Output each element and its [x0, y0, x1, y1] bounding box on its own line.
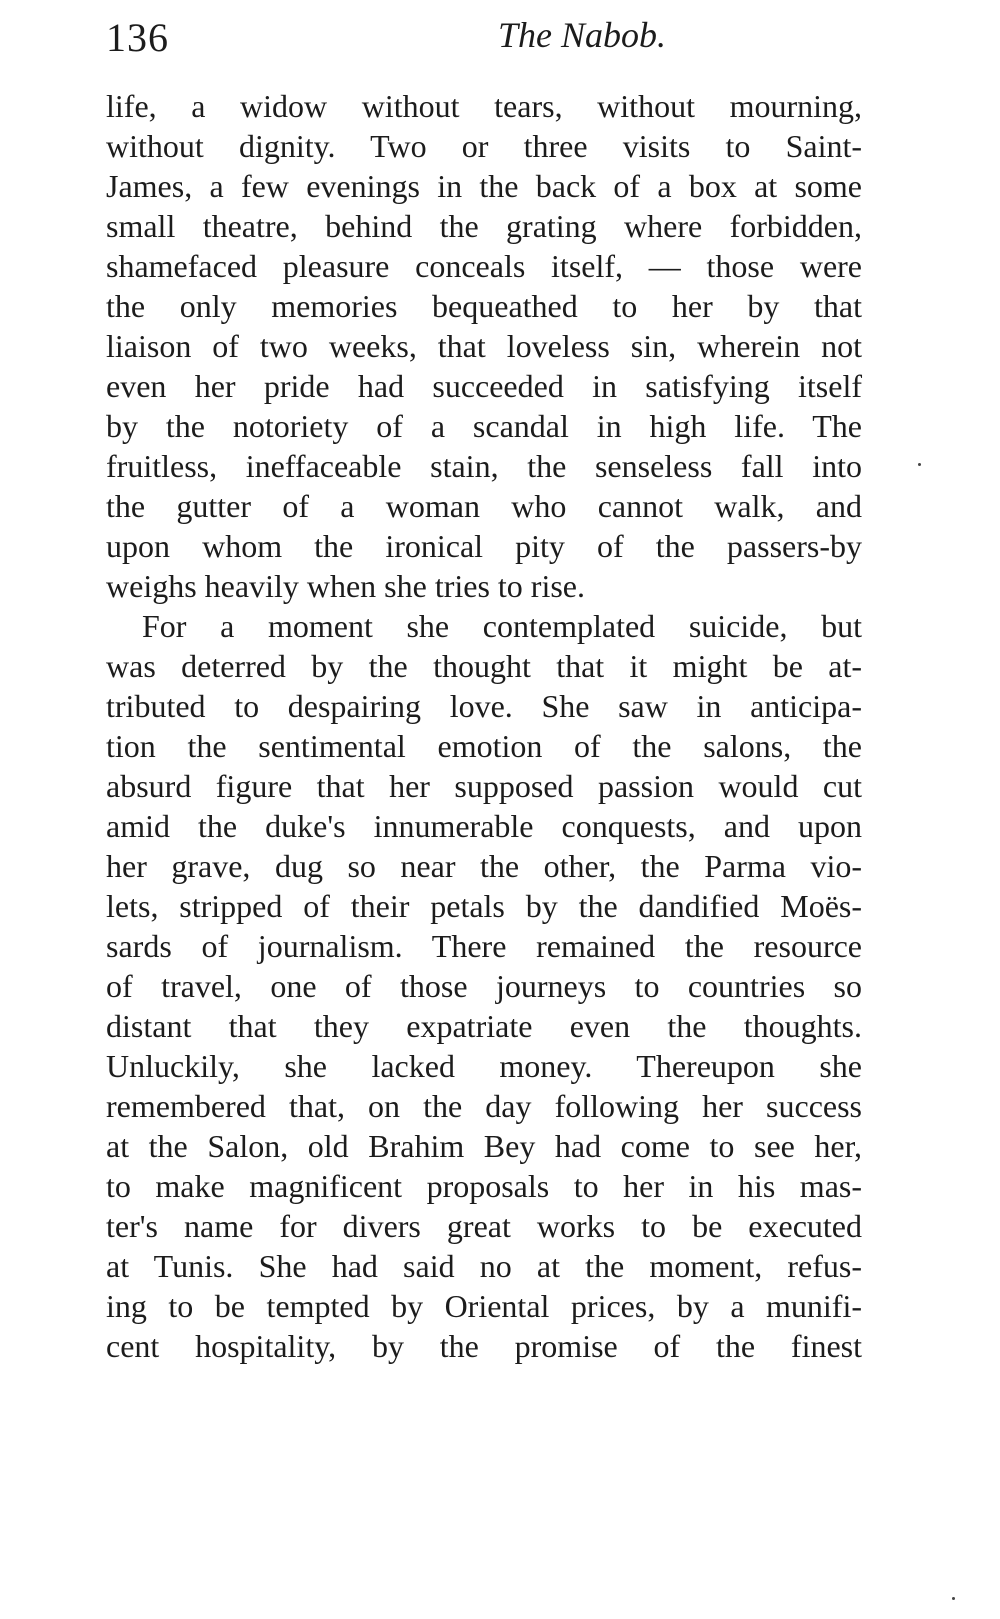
page-number: 136 — [106, 15, 169, 60]
text-line: at Tunis. She had said no at the moment, refus- — [106, 1248, 862, 1284]
text-line: to make magnificent proposals to her in his mas- — [106, 1168, 862, 1204]
text-line: without dignity. Two or three visits to Saint- — [106, 128, 862, 164]
text-line: ter's name for divers great works to be executed — [106, 1208, 862, 1244]
text-line: fruitless, ineffaceable stain, the senseless fall into — [106, 448, 862, 484]
text-line: liaison of two weeks, that loveless sin, wherein not — [106, 328, 862, 364]
text-line: James, a few evenings in the back of a box at some — [106, 168, 862, 204]
text-line: life, a widow without tears, without mourning, — [106, 88, 862, 124]
paragraph-1 — [106, 86, 862, 606]
text-line: Unluckily, she lacked money. Thereupon she — [106, 1048, 862, 1084]
running-title: The Nabob. — [498, 15, 667, 55]
text-line: even her pride had succeeded in satisfying itself — [106, 368, 862, 404]
scan-speck — [918, 463, 921, 466]
text-line: weighs heavily when she tries to rise. — [106, 568, 585, 604]
text-line: her grave, dug so near the other, the Parma vio- — [106, 848, 862, 884]
text-line: was deterred by the thought that it might be at- — [106, 648, 862, 684]
text-line: remembered that, on the day following her success — [106, 1088, 862, 1124]
text-line: the gutter of a woman who cannot walk, and — [106, 488, 862, 524]
text-line: distant that they expatriate even the thoughts. — [106, 1008, 862, 1044]
text-line: the only memories bequeathed to her by that — [106, 288, 862, 324]
text-line: For a moment she contemplated suicide, but — [142, 608, 862, 644]
text-line: sards of journalism. There remained the resource — [106, 928, 862, 964]
text-line: at the Salon, old Brahim Bey had come to see her, — [106, 1128, 862, 1164]
text-line: absurd figure that her supposed passion would cut — [106, 768, 862, 804]
page-header — [106, 8, 862, 68]
text-line: shamefaced pleasure conceals itself, — those were — [106, 248, 862, 284]
text-line: by the notoriety of a scandal in high life. The — [106, 408, 862, 444]
text-line: lets, stripped of their petals by the dandified Moës- — [106, 888, 862, 924]
scan-speck — [952, 1597, 955, 1600]
body-text — [106, 86, 862, 1366]
text-line: cent hospitality, by the promise of the finest — [106, 1328, 862, 1364]
text-line: tion the sentimental emotion of the salons, the — [106, 728, 862, 764]
text-line: ing to be tempted by Oriental prices, by a munifi- — [106, 1288, 862, 1324]
text-line: amid the duke's innumerable conquests, and upon — [106, 808, 862, 844]
text-line: upon whom the ironical pity of the passers-by — [106, 528, 862, 564]
text-line: small theatre, behind the grating where forbidden, — [106, 208, 862, 244]
text-line: tributed to despairing love. She saw in anticipa- — [106, 688, 862, 724]
text-line: of travel, one of those journeys to countries so — [106, 968, 862, 1004]
paragraph-2 — [106, 606, 862, 1366]
